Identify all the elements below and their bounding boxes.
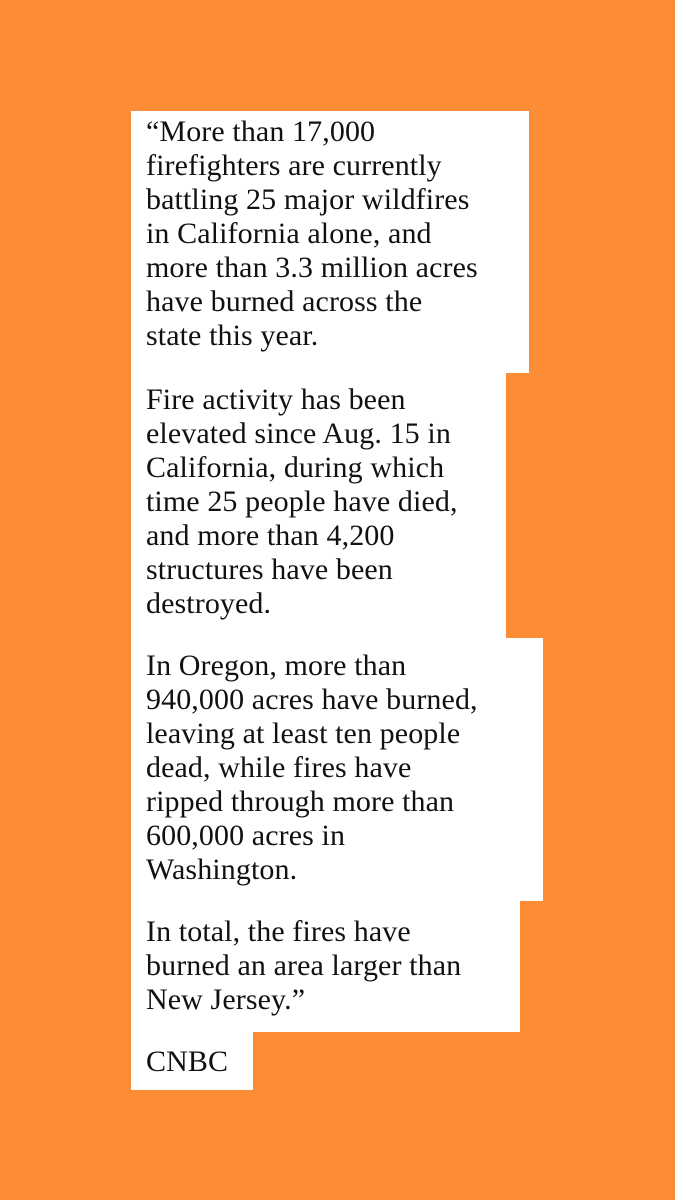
quote-line: New Jersey.”	[146, 983, 306, 1016]
quote-line: firefighters are currently	[146, 149, 442, 182]
quote-line: time 25 people have died,	[146, 485, 458, 518]
quote-line: burned an area larger than	[146, 949, 462, 982]
quote-line: destroyed.	[146, 587, 272, 620]
quote-line: have burned across the	[146, 285, 423, 318]
quote-line: “More than 17,000	[146, 115, 376, 148]
quote-line: ripped through more than	[146, 785, 455, 818]
quote-line: In total, the fires have	[146, 915, 411, 948]
quote-line: leaving at least ten people	[146, 717, 461, 750]
quote-line: more than 3.3 million acres	[146, 251, 478, 284]
quote-line: In Oregon, more than	[146, 649, 407, 682]
quote-line: 940,000 acres have burned,	[146, 683, 478, 716]
quote-line: state this year.	[146, 319, 319, 352]
source-attribution: CNBC	[146, 1045, 229, 1078]
quote-line: battling 25 major wildfires	[146, 183, 470, 216]
quote-line: Washington.	[146, 853, 298, 886]
quote-line: structures have been	[146, 553, 393, 586]
quote-line: elevated since Aug. 15 in	[146, 417, 451, 450]
quote-line: Fire activity has been	[146, 383, 406, 416]
quote-line: in California alone, and	[146, 217, 432, 250]
quote-line: and more than 4,200	[146, 519, 395, 552]
quote-line: dead, while fires have	[146, 751, 412, 784]
quote-line: California, during which	[146, 451, 445, 484]
quote-line: 600,000 acres in	[146, 819, 346, 852]
